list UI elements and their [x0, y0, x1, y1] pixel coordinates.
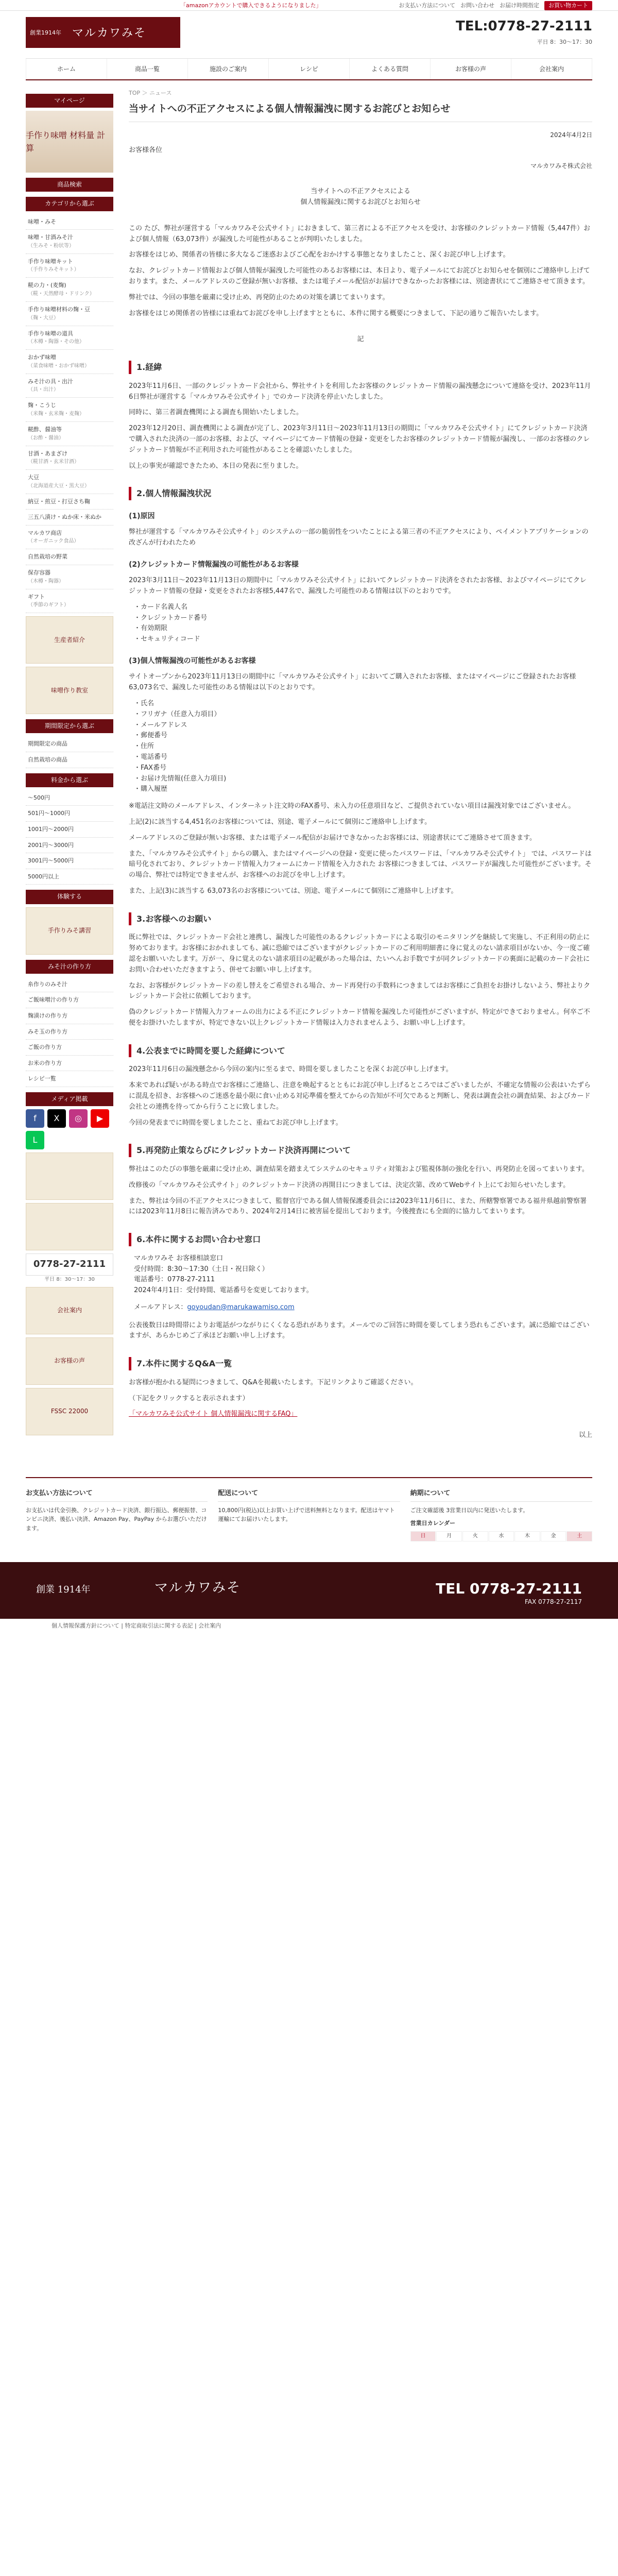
s2b-item: ・有効期限 — [134, 624, 168, 633]
top-link-delivery[interactable]: お届け時間指定 — [500, 2, 539, 9]
category-item[interactable] — [26, 446, 113, 470]
s2c-p3: メールアドレスのご登録が無いお客様、または電子メール配信がお届けできなかったお客様には、別途書状にてご連絡させて頂きます。 — [129, 834, 537, 842]
header-tel — [456, 16, 592, 46]
contact-email-link[interactable]: goyoudan@marukawamiso.com — [187, 1303, 295, 1311]
special-heading: 期間限定から選ぶ — [26, 719, 113, 733]
x-icon[interactable]: X — [47, 1109, 66, 1128]
recipe-item[interactable]: レシピ一覧 — [26, 1071, 113, 1087]
special-item[interactable]: 期間限定の商品 — [26, 736, 113, 752]
category-item[interactable] — [26, 565, 113, 589]
site-header — [26, 11, 592, 58]
category-item[interactable] — [26, 374, 113, 398]
footer-payment-title: お支払い方法について — [26, 1488, 208, 1502]
category-item[interactable] — [26, 214, 113, 230]
category-item[interactable] — [26, 398, 113, 422]
footer-fax: FAX 0778-27-2117 — [524, 1598, 582, 1606]
calendar-weekday: 金 — [541, 1531, 566, 1541]
s2c-heading: (3)個人情報漏洩の可能性があるお客様 — [129, 657, 256, 666]
footer-links[interactable]: 個人情報保護方針について | 特定商取引法に関する表記 | 会社案内 — [0, 1619, 618, 1633]
category-item[interactable] — [26, 302, 113, 326]
ki-label: 記 — [357, 335, 364, 344]
s2b-item: ・カード名義人名 — [134, 603, 188, 611]
category-item[interactable] — [26, 326, 113, 350]
calendar-weekday: 火 — [462, 1531, 488, 1541]
s2a-heading: (1)原因 — [129, 512, 155, 520]
category-item-label: 自然栽培の野菜 — [28, 553, 67, 561]
s6-mail-label: メールアドレス： — [134, 1303, 187, 1311]
intro-p2: お客様をはじめ、関係者の皆様に多大なるご迷惑およびご心配をおかけする事態となりましたこと、深くお詫び申し上げます。 — [129, 251, 510, 259]
footer-delivery-title: 納期について — [410, 1488, 592, 1502]
intro-p5: お客様をはじめ関係者の皆様には重ねてお詫びを申し上げますとともに、本件に関する概要につきまして、下記の通りご報告いたします。 — [129, 309, 543, 317]
price-item[interactable]: 3001円〜5000円 — [26, 853, 113, 869]
category-item-label: 手作り味噌キット — [28, 258, 73, 265]
nav-products[interactable]: 商品一覧 — [107, 59, 188, 79]
footer-shipping — [218, 1488, 400, 1541]
facebook-icon[interactable]: f — [26, 1109, 44, 1128]
footer-shipping-text: 10,800円(税込)以上お買い上げで送料無料となります。配送はヤマト運輸にてお届けいたします。 — [218, 1506, 395, 1523]
s6-p: 公表後数日は時間帯によりお電話がつながりにくくなる恐れがあります。メールでのご回答に時間を要してしまう恐れもございます。誠に恐縮ではございますが、あらかじめご了承ほどお願い申し上げます。 — [129, 1321, 590, 1340]
section-1-heading: 1.経緯 — [129, 361, 592, 374]
category-item-sub: （糀・天然酵母・ドリンク） — [28, 291, 95, 297]
category-item-label: ギフト — [28, 593, 45, 600]
recipe-list — [26, 977, 113, 1087]
category-item[interactable] — [26, 422, 113, 446]
s2b-item: ・クレジットカード番号 — [134, 614, 208, 622]
header-tel-number: TEL:0778-27-2111 — [456, 19, 592, 34]
s6-item: 2024年4月1日：受付時間、電話番号を変更しております。 — [134, 1286, 313, 1295]
category-item-sub: （糀甘酒・玄米甘酒） — [28, 459, 79, 465]
article-date: 2024年4月2日 — [550, 131, 592, 139]
calendar-weekday: 水 — [489, 1531, 514, 1541]
calendar-weekday: 土 — [566, 1531, 592, 1541]
s2c-item: ・メールアドレス — [134, 721, 187, 729]
category-item-label: 味噌・みそ — [28, 218, 56, 225]
blog-banner-1[interactable] — [26, 1153, 113, 1200]
s3-p1: 既に弊社では、クレジットカード会社と連携し、漏洩した可能性のあるクレジットカードによる取引のモニタリングを継続して実施し、不正利用の防止に努めております。お客様におかれましても、誠に恐縮ではございますがクレジットカードのご利用明細書に身に覚えのない請求項目がないか、今一度ご確認をお願いいたします。万が一、身に覚えのない請求項目の記載があった場合は、たいへんお手数ですが同クレジットカードの裏面に記載のカード会社にお問い合わせいただきますよう、併せてお願い申し上げます。 — [129, 934, 590, 974]
top-bar — [0, 0, 618, 11]
nav-company[interactable]: 会社案内 — [511, 59, 592, 79]
experience-heading: 体験する — [26, 890, 113, 904]
top-link-payment[interactable]: お支払い方法について — [399, 2, 455, 9]
s2b-item: ・セキュリティコード — [134, 635, 200, 643]
category-item[interactable] — [26, 350, 113, 374]
s2c-item: ・お届け先情報(任意入力項目) — [134, 774, 227, 783]
category-item[interactable] — [26, 526, 113, 550]
footer-logo[interactable]: マルカワみそ — [154, 1580, 242, 1596]
footer-shipping-title: 配送について — [218, 1488, 400, 1502]
business-calendar — [410, 1531, 592, 1541]
section-5-heading: 5.再発防止策ならびにクレジットカード決済再開について — [129, 1144, 592, 1157]
category-item-label: 保存容器 — [28, 569, 50, 577]
section-6-heading: 6.本件に関するお問い合わせ窓口 — [129, 1233, 592, 1246]
category-item-label: 大豆 — [28, 474, 39, 481]
s1-p4: 以上の事実が確認できたため、本日の発表に至りました。 — [129, 462, 303, 470]
breadcrumb[interactable]: TOP ＞ ニュース — [129, 90, 172, 96]
price-list — [26, 790, 113, 885]
logo-year: 創業1914年 — [30, 29, 61, 36]
section-3-heading: 3.お客様へのお願い — [129, 912, 592, 926]
sidebar — [26, 89, 113, 1462]
calendar-weekday: 月 — [436, 1531, 462, 1541]
s2c-p2: 上記(2)に該当する4,451名のお客様については、別途、電子メールにて個別にご連絡申し上げます。 — [129, 818, 432, 826]
recipe-item[interactable]: 麹漬けの作り方 — [26, 1008, 113, 1024]
page-title: 当サイトへの不正アクセスによる個人情報漏洩に関するお詫びとお知らせ — [129, 101, 592, 122]
category-item-label: 甘酒・あまざけ — [28, 450, 67, 457]
end-mark: 以上 — [578, 1431, 592, 1439]
nav-recipe[interactable]: レシピ — [269, 59, 350, 79]
category-item-label: 納豆・煎豆・打豆さち鞠 — [28, 498, 90, 505]
s2b-p: 2023年3月11日〜2023年11月13日の期間中に「マルカワみそ公式サイト」においてクレジットカード決済をされたお客様、およびマイページにてクレジットカード情報の登録・変更をされたお客様5,447名で、漏洩した可能性のある情報は以下のとおりです。 — [129, 577, 587, 596]
amazon-notice-link[interactable]: 「amazonアカウントで購入できるようになりました」 — [180, 2, 322, 9]
workshop-banner[interactable]: 味噌作り教室 — [26, 667, 113, 714]
s6-mail-row — [134, 1302, 592, 1313]
category-item-sub: （具・出汁） — [28, 387, 59, 393]
faq-link[interactable]: 「マルカワみそ公式サイト 個人情報漏洩に関するFAQ」 — [129, 1410, 298, 1418]
calendar-title: 営業日カレンダー — [410, 1520, 455, 1527]
category-item-label: 味噌・甘酒みそ汁 — [28, 234, 73, 241]
recipe-item[interactable]: ご飯の作り方 — [26, 1040, 113, 1056]
s2c-note: ※電話注文時のメールアドレス、インターネット注文時のFAX番号、未入力の任意項目など、ご提供されていない項目は漏洩対象ではございません。 — [129, 802, 575, 810]
category-item[interactable] — [26, 589, 113, 614]
section-4-heading: 4.公表までに時間を要した経緯について — [129, 1044, 592, 1058]
goods-search-heading: 商品検索 — [26, 178, 113, 192]
s2c-item: ・郵便番号 — [134, 732, 168, 740]
category-item-sub: （麹・大豆） — [28, 315, 59, 321]
s1-p1: 2023年11月6日、一部のクレジットカード会社から、弊社サイトを利用したお客様のクレジットカード情報の漏洩懸念について連絡を受け、2023年11月6日弊社が運営する「マルカワみそ公式サイト」でのカード決済を停止いたしました。 — [129, 382, 591, 401]
s2c-item: ・住所 — [134, 742, 154, 751]
category-list — [26, 214, 113, 614]
recipe-item[interactable]: お米の作り方 — [26, 1056, 113, 1072]
category-item-label: みそ汁の具・出汁 — [28, 378, 73, 385]
line-icon[interactable]: L — [26, 1131, 44, 1149]
intro-p3: なお、クレジットカード情報および個人情報が漏洩した可能性のあるお客様には、本日より、電子メールにてお詫びとお知らせを個別にご連絡申し上げております。また、メールアドレスのご登録が無いお客様、または電子メール配信がお届けできなかったお客様には、別途書状にてご連絡させて頂きます。 — [129, 267, 590, 285]
category-item-sub: （生みそ・粉状等） — [28, 243, 74, 249]
category-item-sub: （北海道産大豆・黒大豆） — [28, 483, 90, 489]
blog-banner-2[interactable] — [26, 1203, 113, 1250]
category-heading: カテゴリから選ぶ — [26, 197, 113, 211]
producer-banner[interactable]: 生産者紹介 — [26, 616, 113, 664]
site-footer — [0, 1562, 618, 1619]
special-list — [26, 736, 113, 768]
s3-p3: 偽のクレジットカード情報入力フォームの出力による不正にクレジットカード情報を漏洩した可能性がございますが、特定ができておりません。何卒ご不便をお掛けいたしますが、特定できない以上クレジットカード情報は入力されませんよう、お願い申し上げます。 — [129, 1008, 590, 1027]
s2c-item: ・FAX番号 — [134, 764, 167, 772]
s2a-p: 弊社が運営する「マルカワみそ公式サイト」のシステムの一部の脆弱性をついたことによる第三者の不正アクセスにより、ペイメントアプリケーションの改ざんが行われたため — [129, 528, 589, 547]
center-line-1: 当サイトへの不正アクセスによる — [311, 188, 410, 196]
s3-p2: なお、お客様がクレジットカードの差し替えをご希望される場合、カード再発行の手数料につきましてはお客様にご負担をお掛けしないよう、弊社よりクレジットカード会社に依頼しております。 — [129, 981, 591, 1001]
s2c-list — [134, 699, 592, 795]
top-link-contact[interactable]: お問い合わせ — [460, 2, 494, 9]
experience-banner[interactable]: 手作りみそ講習 — [26, 907, 113, 955]
s2c-item: ・氏名 — [134, 700, 154, 708]
category-item-label: マルカワ商店 — [28, 529, 62, 536]
media-heading: メディア掲載 — [26, 1092, 113, 1106]
price-item[interactable]: 2001円〜3000円 — [26, 838, 113, 854]
s2c-p5: また、上記(3)に該当する 63,073名のお客様については、別途、電子メールにて個別にご連絡申し上げます。 — [129, 887, 458, 895]
category-item[interactable] — [26, 254, 113, 278]
footer-founded: 創業 1914年 — [36, 1584, 91, 1596]
s2c-item: ・フリガナ（任意入力項目） — [134, 710, 221, 718]
calc-banner[interactable]: 手作り味噌 材料量 計算 — [26, 111, 113, 173]
category-item[interactable] — [26, 470, 113, 494]
intro-p1: この たび、弊社が運営する「マルカワみそ公式サイト」におきまして、第三者による不正アクセスを受け、お客様のクレジットカード情報（5,447件）および個人情報（63,073件）が漏洩した可能性があることが判明いたしました。 — [129, 224, 591, 243]
category-item[interactable] — [26, 494, 113, 510]
intro-p4: 弊社では、今回の事態を厳粛に受け止め、再発防止のための対策を講じてまいります。 — [129, 293, 389, 301]
footer-payment-text: お支払いは代金引換、クレジットカード決済、銀行振込、郵便振替、コンビニ決済、後払い決済、Amazon Pay、PayPay からお選びいただけます。 — [26, 1506, 207, 1532]
recipe-item[interactable]: ご飯味噌汁の作り方 — [26, 992, 113, 1008]
s1-p2: 同時に、第三者調査機関による調査も開始いたしました。 — [129, 409, 303, 417]
price-item[interactable]: 〜500円 — [26, 790, 113, 806]
s5-p3: また、弊社は今回の不正アクセスにつきまして、監督官庁である個人情報保護委員会には2023年11月6日に、また、所轄警察署である福井県越前警察署には2023年11月8日に報告済みであり、2024年2月14日に被害届を提出しております。今後捜査にも全面的に協力してまいります。 — [129, 1197, 587, 1216]
category-item-sub: （お酢・醤油） — [28, 435, 64, 441]
category-item-label: 糀の力・(麦麹) — [28, 282, 66, 289]
footer-tel[interactable]: TEL 0778-27-2111 — [436, 1580, 582, 1598]
article-from: マルカワみそ株式会社 — [530, 162, 592, 170]
price-heading: 料金から選ぶ — [26, 773, 113, 787]
footer-delivery — [410, 1488, 592, 1541]
youtube-icon[interactable]: ▶ — [91, 1109, 109, 1128]
logo-text: マルカワみそ — [72, 27, 147, 40]
category-item-sub: （木樽・陶器・その他） — [28, 339, 84, 345]
nav-facility[interactable]: 施設のご案内 — [188, 59, 269, 79]
center-line-2: 個人情報漏洩に関するお詫びとお知らせ — [300, 198, 421, 206]
top-links — [399, 1, 592, 10]
s2c-item: ・電話番号 — [134, 753, 168, 761]
category-item-sub: （米麹・玄米麹・麦麹） — [28, 411, 84, 417]
category-item-label: 麹・こうじ — [28, 402, 56, 409]
section-2-heading: 2.個人情報漏洩状況 — [129, 487, 592, 500]
s1-p3: 2023年12月20日、調査機関による調査が完了し、2023年3月11日〜2023年11月13日の期間に「マルカワみそ公式サイト」にてクレジットカード決済で購入された決済の一部のお客様、および、マイページにてカード情報の登録・変更をしたお客様のクレジットカード情報が漏洩し、一部のお客様のクレジットカード情報が不正利用された可能性があることを確認いたしました。 — [129, 425, 590, 454]
s5-p1: 弊社はこのたびの事態を厳粛に受け止め、調査結果を踏まえてシステムのセキュリティ対策および監視体制の強化を行い、再発防止を図ってまいります。 — [129, 1165, 589, 1173]
site-logo[interactable] — [26, 17, 180, 48]
category-item-label: 三五八漬け・ぬか床・米ぬか — [28, 514, 101, 521]
footer-payment — [26, 1488, 208, 1541]
header-hours: 平日 8：30〜17：30 — [537, 38, 592, 45]
recipe-item[interactable]: 糸作りのみそ汁 — [26, 977, 113, 993]
s2c-p: サイトオープンから2023年11月13日の期間中に「マルカワみそ公式サイト」においてご購入されたお客様、またはマイページにご登録されたお客様63,073名で、漏洩した可能性のある情報は以下のとおりです。 — [129, 673, 576, 692]
voice-banner[interactable]: お客様の声 — [26, 1337, 113, 1385]
nav-faq[interactable]: よくある質問 — [350, 59, 431, 79]
calendar-weekday: 日 — [410, 1531, 436, 1541]
category-item-sub: （季節のギフト） — [28, 602, 69, 608]
nav-home[interactable]: ホーム — [26, 59, 107, 79]
s5-p2: 改修後の「マルカワみそ公式サイト」のクレジットカード決済の再開日につきましては、決定次第、改めてWebサイト上にてお知らせいたします。 — [129, 1181, 570, 1189]
category-item-sub: （オーガニック食品） — [28, 538, 79, 545]
s7-p: お客様が抱かれる疑問につきまして、Q&Aを掲載いたします。下記リンクよりご確認ください。 — [129, 1378, 418, 1386]
category-item-sub: （木樽・陶器） — [28, 578, 64, 584]
footer-delivery-text: ご注文確認後 3営業日以内に発送いたします。 — [410, 1506, 529, 1514]
s4-p2: 本来であれば疑いがある時点でお客様にご連絡し、注意を喚起するとともにお詫び申し上げるところではございましたが、不確定な情報の公表はいたずらに混乱を招き、お客様へのご迷惑を最小限に食い止める対応準備を整えてからの告知が不可欠であると判断し、発表は調査会社の調査結果、およびカード会社との連携を待ってから行うことに致しました。 — [129, 1081, 591, 1111]
s6-list — [134, 1253, 592, 1296]
sidebar-tel[interactable]: 0778-27-2111 — [26, 1253, 113, 1276]
category-item-label: おかず味噌 — [28, 354, 56, 361]
instagram-icon[interactable]: ◎ — [69, 1109, 88, 1128]
category-item-label: 糀酢、醤油等 — [28, 426, 62, 433]
category-item[interactable] — [26, 278, 113, 302]
price-item[interactable]: 1001円〜2000円 — [26, 822, 113, 838]
s2c-p4: また、「マルカワみそ公式サイト」からの購入、またはマイページへの登録・変更に使ったパスワードは、「マルカワみそ公式サイト」 では、パスワードは暗号化されており、クレジットカード情報入力フォームにカード情報を入力された お客様につきましては、パスワードが漏洩した可能性がございます。その場合、弊社では特定できませんが、お客様へのお詫びを申し上げます。 — [129, 850, 592, 879]
global-nav — [26, 58, 592, 80]
category-item-sub: （菜食味噌・おかず味噌） — [28, 363, 90, 369]
category-item[interactable] — [26, 230, 113, 254]
recipe-heading: みそ汁の作り方 — [26, 960, 113, 974]
social-links — [26, 1109, 113, 1149]
article-center-title — [129, 187, 592, 208]
recipe-item[interactable]: みそ玉の作り方 — [26, 1024, 113, 1040]
category-item-sub: （手作りみそキット） — [28, 267, 79, 273]
s6-item: 電話番号：0778-27-2111 — [134, 1276, 215, 1284]
footer-info — [26, 1477, 592, 1552]
category-item-label: 手作り味噌材料の麹・豆 — [28, 306, 90, 313]
category-item[interactable] — [26, 549, 113, 565]
s2b-list — [134, 602, 592, 645]
calendar-weekday: 木 — [514, 1531, 540, 1541]
special-item[interactable]: 自然栽培の商品 — [26, 752, 113, 768]
company-banner[interactable]: 会社案内 — [26, 1287, 113, 1334]
price-item[interactable]: 501円〜1000円 — [26, 806, 113, 822]
section-7-heading: 7.本件に関するQ&A一覧 — [129, 1357, 592, 1370]
category-item[interactable] — [26, 510, 113, 526]
s4-p3: 今回の発表までに時間を要しましたこと、重ねてお詫び申し上げます。 — [129, 1118, 342, 1127]
nav-voice[interactable]: お客様の声 — [431, 59, 511, 79]
s2c-item: ・購入履歴 — [134, 785, 168, 793]
s2b-heading: (2)クレジットカード情報漏洩の可能性があるお客様 — [129, 560, 299, 569]
certification-badge: FSSC 22000 — [26, 1388, 113, 1435]
s6-item: 受付時間：8:30〜17:30（土日・祝日除く） — [134, 1265, 269, 1273]
category-item-label: 手作り味噌の道具 — [28, 330, 73, 337]
price-item[interactable]: 5000円以上 — [26, 869, 113, 885]
s4-p1: 2023年11月6日の漏洩懸念から今回の案内に至るまで、時間を要しましたことを深くお詫び申し上げます。 — [129, 1065, 453, 1074]
s6-item: マルカワみそ お客様相談窓口 — [134, 1254, 224, 1262]
article-to: お客様各位 — [129, 146, 163, 155]
sidebar-tel-hours: 平日 8：30〜17：30 — [44, 1276, 95, 1282]
cart-button[interactable]: お買い物カート — [544, 1, 592, 10]
main-content — [129, 89, 592, 1462]
s7-p2: （下記をクリックすると表示されます） — [129, 1394, 249, 1402]
mypage-button[interactable]: マイページ — [26, 94, 113, 108]
